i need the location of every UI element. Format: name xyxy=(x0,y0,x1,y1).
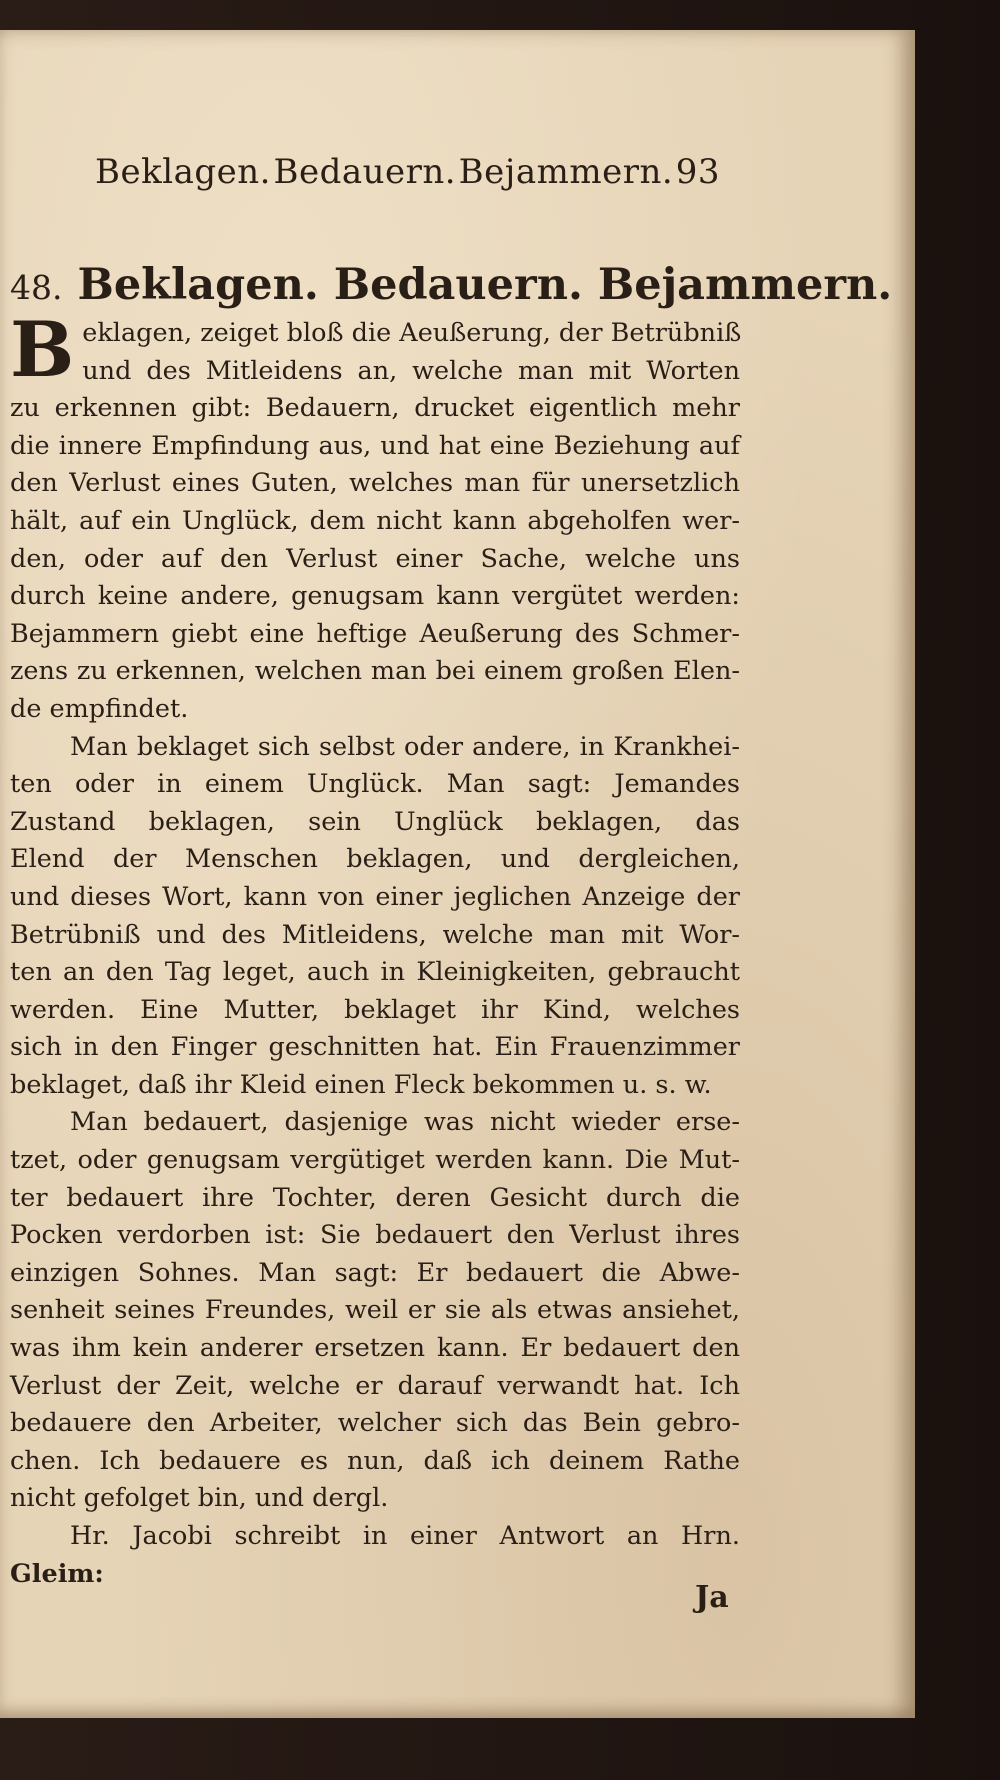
text-line: eklagen, zeiget bloß die Aeußerung, der Betrübniß xyxy=(82,318,742,348)
text-line: sich in den Finger geschnitten hat. Ein Frauenzimmer xyxy=(10,1032,740,1063)
section-title: Beklagen. Bedauern. Bejammern. xyxy=(77,260,893,310)
text-line: de empfindet. xyxy=(10,693,189,724)
text-line: Betrübniß und des Mitleidens, welche man mit Wor- xyxy=(10,919,740,950)
text-line: die innere Empfindung aus, und hat eine Beziehung auf xyxy=(10,430,740,461)
text-line: werden. Eine Mutter, beklaget ihr Kind, welches xyxy=(10,994,740,1025)
drop-cap: B xyxy=(10,305,75,394)
running-title-1: Beklagen. xyxy=(95,152,271,192)
text-line: Zustand beklagen, sein Unglück beklagen, das xyxy=(10,806,740,837)
section-heading xyxy=(10,258,893,315)
text-line: Pocken verdorben ist: Sie bedauert den Verlust ihres xyxy=(10,1220,740,1251)
text-line: zens zu erkennen, welchen man bei einem großen Elen- xyxy=(10,656,740,687)
text-line: Man bedauert, dasjenige was nicht wieder erse- xyxy=(70,1107,740,1138)
text-column xyxy=(10,258,893,1593)
text-line: ter bedauert ihre Tochter, deren Gesicht durch die xyxy=(10,1182,740,1213)
paragraph-2 xyxy=(10,729,740,1105)
text-line: was ihm kein anderer ersetzen kann. Er bedauert den xyxy=(10,1333,740,1364)
paragraph-4 xyxy=(10,1518,740,1593)
text-line: Man beklaget sich selbst oder andere, in Krankhei- xyxy=(70,731,740,762)
text-line: hält, auf ein Unglück, dem nicht kann abgeholfen wer- xyxy=(10,505,740,536)
text-line: Verlust der Zeit, welche er darauf verwandt hat. Ich xyxy=(10,1370,740,1401)
text-line: chen. Ich bedauere es nun, daß ich deinem Rathe xyxy=(10,1445,740,1476)
text-line: nicht gefolget bin, und dergl. xyxy=(10,1483,389,1514)
text-line: bedauere den Arbeiter, welcher sich das Bein gebro- xyxy=(10,1408,740,1439)
paragraph-1 xyxy=(10,305,742,729)
text-line: und dieses Wort, kann von einer jeglichen Anzeige der xyxy=(10,881,740,912)
text-line: den Verlust eines Guten, welches man für unersetzlich xyxy=(10,468,740,499)
running-title-2: Bedauern. xyxy=(273,152,457,192)
text-line: ten oder in einem Unglück. Man sagt: Jemandes xyxy=(10,769,740,800)
text-line: beklaget, daß ihr Kleid einen Fleck bekommen u. s. w. xyxy=(10,1069,712,1100)
section-number: 48. xyxy=(10,268,63,307)
text-line: Gleim: xyxy=(10,1558,104,1589)
running-title-3: Bejammern. xyxy=(458,152,674,192)
page-number: 93 xyxy=(675,152,720,192)
text-line: Bejammern giebt eine heftige Aeußerung des Schmer- xyxy=(10,618,740,649)
catchword: Ja xyxy=(695,1580,729,1615)
book-page xyxy=(0,30,915,1718)
text-line: ten an den Tag leget, auch in Kleinigkeiten, gebraucht xyxy=(10,957,740,988)
paragraph-3 xyxy=(10,1104,740,1518)
text-line: und des Mitleidens an, welche man mit Worten xyxy=(82,355,740,386)
text-line: durch keine andere, genugsam kann vergütet werden: xyxy=(10,581,740,612)
text-line: den, oder auf den Verlust einer Sache, welche uns xyxy=(10,543,740,574)
text-line: senheit seines Freundes, weil er sie als etwas ansiehet, xyxy=(10,1295,740,1326)
text-line: tzet, oder genugsam vergütiget werden kann. Die Mut- xyxy=(10,1145,740,1176)
text-line: einzigen Sohnes. Man sagt: Er bedauert die Abwe- xyxy=(10,1257,740,1288)
text-line: Hr. Jacobi schreibt in einer Antwort an Hrn. xyxy=(70,1521,740,1551)
text-line: Elend der Menschen beklagen, und dergleichen, xyxy=(10,844,740,875)
running-head xyxy=(95,152,720,192)
text-line: zu erkennen gibt: Bedauern, drucket eigentlich mehr xyxy=(10,393,740,424)
